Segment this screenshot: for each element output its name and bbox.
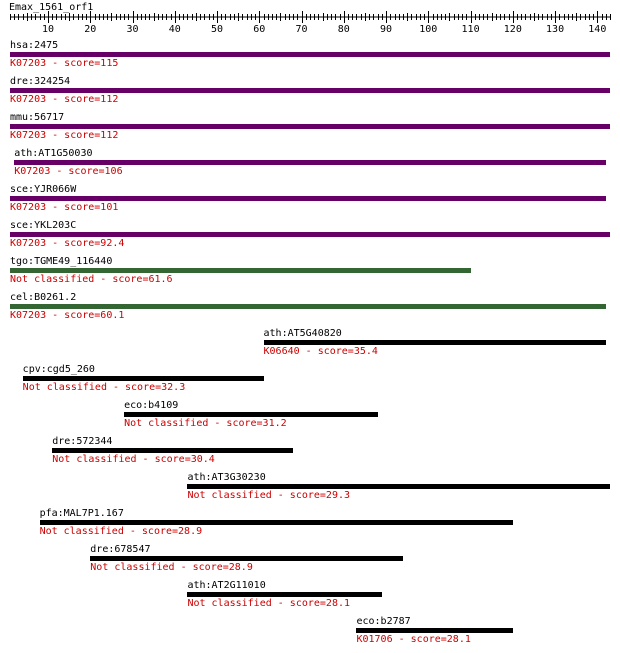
hit-alignment-bar[interactable]: [10, 124, 610, 129]
hit-row: [0, 508, 620, 544]
hit-gene-link[interactable]: mmu:56717: [10, 112, 65, 123]
ruler-tick-label: 30: [126, 24, 139, 35]
ruler-tick-label: 70: [295, 24, 308, 35]
hit-alignment-bar[interactable]: [356, 628, 512, 633]
query-title: Emax_1561_orf1: [9, 2, 94, 13]
hit-row: [0, 364, 620, 400]
hit-gene-link[interactable]: dre:572344: [52, 436, 113, 447]
hit-score-link[interactable]: K01706 - score=28.1: [356, 634, 471, 645]
hit-score-link[interactable]: K07203 - score=112: [10, 94, 119, 105]
hit-row: [0, 256, 620, 292]
hit-row: [0, 292, 620, 328]
ruler-tick-label: 10: [42, 24, 55, 35]
hit-gene-link[interactable]: ath:AT5G40820: [263, 328, 342, 339]
hit-score-link[interactable]: Not classified - score=32.3: [22, 382, 186, 393]
hit-score-link[interactable]: K07203 - score=60.1: [10, 310, 125, 321]
hit-gene-link[interactable]: cpv:cgd5_260: [22, 364, 95, 375]
hit-row: [0, 580, 620, 616]
ruler-tick-label: 20: [84, 24, 97, 35]
hit-gene-link[interactable]: eco:b4109: [124, 400, 179, 411]
hit-alignment-bar[interactable]: [264, 340, 606, 345]
hit-score-link[interactable]: Not classified - score=28.9: [39, 526, 203, 537]
hit-score-link[interactable]: K06640 - score=35.4: [263, 346, 378, 357]
hit-row: [0, 472, 620, 508]
ruler-tick-label: 50: [211, 24, 224, 35]
ruler-tick-label: 120: [503, 24, 522, 35]
hit-gene-link[interactable]: tgo:TGME49_116440: [10, 256, 113, 267]
hit-gene-link[interactable]: ath:AT2G11010: [187, 580, 266, 591]
ruler-tick-label: 140: [588, 24, 607, 35]
hit-alignment-bar[interactable]: [10, 52, 610, 57]
hit-gene-link[interactable]: sce:YJR066W: [10, 184, 77, 195]
hit-score-link[interactable]: Not classified - score=28.1: [187, 598, 351, 609]
hit-row: [0, 76, 620, 112]
ruler-tick-label: 60: [253, 24, 266, 35]
hit-alignment-bar[interactable]: [10, 232, 610, 237]
hit-row: [0, 400, 620, 436]
hit-gene-link[interactable]: pfa:MAL7P1.167: [39, 508, 124, 519]
hit-alignment-bar[interactable]: [124, 412, 378, 417]
hit-score-link[interactable]: Not classified - score=31.2: [124, 418, 287, 429]
hit-gene-link[interactable]: hsa:2475: [10, 40, 59, 51]
hit-alignment-bar[interactable]: [10, 88, 610, 93]
hit-gene-link[interactable]: sce:YKL203C: [10, 220, 77, 231]
hit-score-link[interactable]: Not classified - score=61.6: [10, 274, 173, 285]
hit-alignment-bar[interactable]: [52, 448, 293, 453]
hit-score-link[interactable]: K07203 - score=106: [14, 166, 123, 177]
ruler-tick-label: 110: [461, 24, 480, 35]
hit-row: [0, 616, 620, 652]
ruler-tick-label: 130: [546, 24, 565, 35]
hit-gene-link[interactable]: ath:AT3G30230: [187, 472, 266, 483]
hit-row: [0, 112, 620, 148]
hit-score-link[interactable]: K07203 - score=92.4: [10, 238, 125, 249]
ruler-tick-label: 90: [380, 24, 393, 35]
hit-gene-link[interactable]: cel:B0261.2: [10, 292, 77, 303]
hit-gene-link[interactable]: eco:b2787: [356, 616, 411, 627]
hit-score-link[interactable]: K07203 - score=115: [10, 58, 119, 69]
hit-row: [0, 40, 620, 76]
hit-alignment-bar[interactable]: [10, 268, 471, 273]
hit-gene-link[interactable]: dre:678547: [90, 544, 151, 555]
hit-gene-link[interactable]: ath:AT1G50030: [14, 148, 93, 159]
hit-row: [0, 328, 620, 364]
hit-row: [0, 184, 620, 220]
hit-row: [0, 544, 620, 580]
ruler-tick-label: 80: [337, 24, 350, 35]
hit-alignment-bar[interactable]: [10, 196, 606, 201]
hit-row: [0, 436, 620, 472]
hit-row: [0, 148, 620, 184]
hit-score-link[interactable]: Not classified - score=30.4: [52, 454, 215, 465]
hit-alignment-bar[interactable]: [10, 304, 606, 309]
hit-row: [0, 220, 620, 256]
hit-score-link[interactable]: K07203 - score=112: [10, 130, 119, 141]
hit-alignment-bar[interactable]: [14, 160, 606, 165]
hit-alignment-bar[interactable]: [187, 484, 610, 489]
hit-alignment-bar[interactable]: [40, 520, 513, 525]
hit-alignment-bar[interactable]: [187, 592, 381, 597]
hit-alignment-bar[interactable]: [90, 556, 403, 561]
hit-score-link[interactable]: K07203 - score=101: [10, 202, 119, 213]
hit-alignment-bar[interactable]: [23, 376, 264, 381]
hit-gene-link[interactable]: dre:324254: [10, 76, 71, 87]
ruler-tick-label: 100: [419, 24, 438, 35]
ruler-tick-label: 40: [168, 24, 181, 35]
hit-score-link[interactable]: Not classified - score=28.9: [90, 562, 253, 573]
hit-score-link[interactable]: Not classified - score=29.3: [187, 490, 351, 501]
